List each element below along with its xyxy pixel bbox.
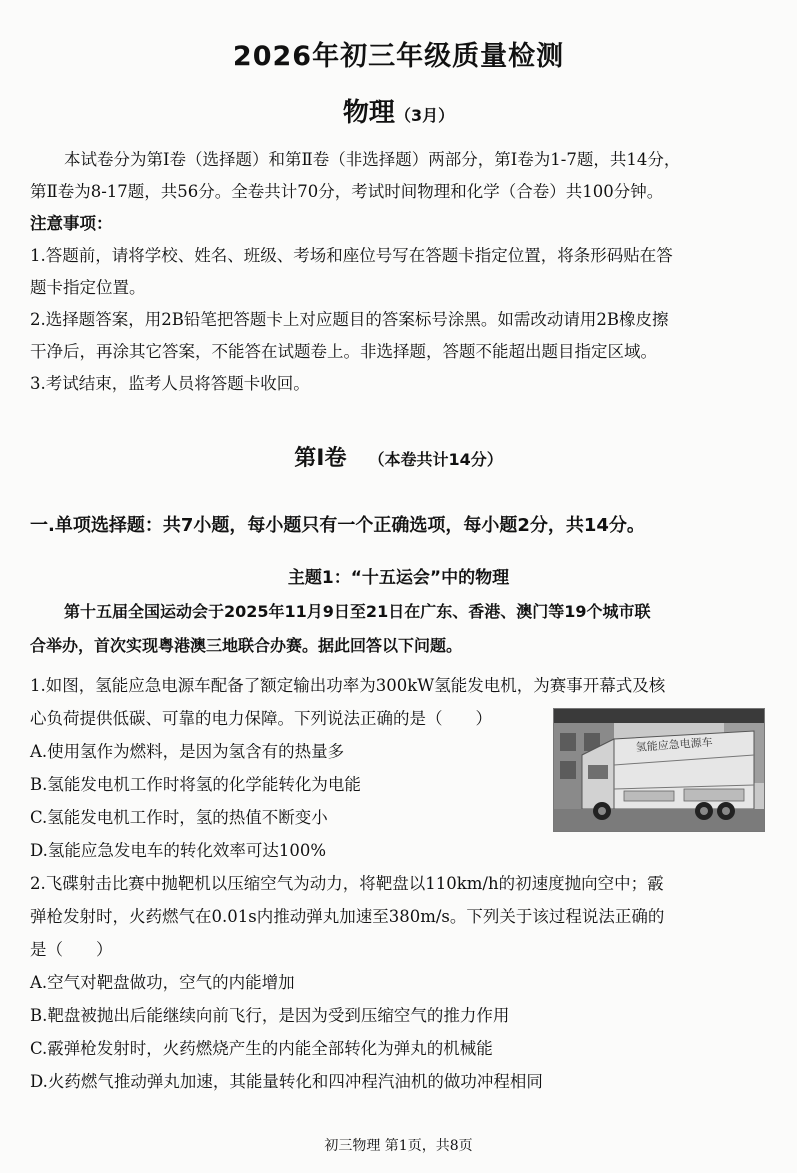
subject-name: 物理 [342,98,395,128]
page-footer: 初三物理 第1页，共8页 [324,1138,473,1154]
q2-option-d: D.火药燃气推动弹丸加速，其能量转化和四冲程汽油机的做功冲程相同 [30,1072,543,1091]
notes-item-1-line-2: 题卡指定位置。 [30,278,146,297]
notes-item-3: 3.考试结束，监考人员将答题卡收回。 [30,374,310,393]
part-1-heading: 一.单项选择题：共7小题，每小题只有一个正确选项，每小题2分，共14分。 [30,515,645,536]
notes-item-2-line-2: 干净后，再涂其它答案，不能答在试题卷上。非选择题，答题不能超出题目指定区域。 [30,342,657,361]
q2-option-b: B.靶盘被抛出后能继续向前飞行，是因为受到压缩空气的推力作用 [30,1006,510,1025]
truck-illustration [554,709,764,831]
topic-intro-line-2: 合举办，首次实现粤港澳三地联合办赛。据此回答以下问题。 [30,636,463,655]
q1-option-c: C.氢能发电机工作时，氢的热值不断变小 [30,808,328,827]
q1-option-d: D.氢能应急发电车的转化效率可达100% [30,841,327,860]
q1-stem-line-2: 心负荷提供低碳、可靠的电力保障。下列说法正确的是（ ） [30,709,492,728]
q1-option-a: A.使用氢作为燃料，是因为氢含有的热量多 [30,742,345,761]
topic-intro-line-1: 第十五届全国运动会于2025年11月9日至21日在广东、香港、澳门等19个城市联 [64,602,651,621]
q2-option-c: C.霰弹枪发射时，火药燃烧产生的内能全部转化为弹丸的机械能 [30,1039,493,1058]
topic-title: 主题1：“十五运会”中的物理 [287,568,510,588]
section-name: 第Ⅰ卷 [294,446,347,471]
notes-item-2-line-1: 2.选择题答案，用2B铅笔把答题卡上对应题目的答案标号涂黑。如需改动请用2B橡皮擦 [30,310,669,329]
intro-line-2: 第Ⅱ卷为8-17题，共56分。全卷共计70分，考试时间物理和化学（合卷）共100分钟。 [30,182,664,201]
exam-month: （3月） [394,106,455,125]
q2-option-a: A.空气对靶盘做功，空气的内能增加 [30,973,295,992]
q1-option-b: B.氢能发电机工作时将氢的化学能转化为电能 [30,775,361,794]
q2-stem-line-2: 弹枪发射时，火药燃气在0.01s内推动弹丸加速至380m/s。下列关于该过程说法正确的 [30,907,665,926]
q2-stem-line-1: 2.飞碟射击比赛中抛靶机以压缩空气为动力，将靶盘以110km/h的初速度抛向空中；霰 [30,874,664,893]
subject-heading [0,92,797,129]
notes-item-1-line-1: 1.答题前，请将学校、姓名、班级、考场和座位号写在答题卡指定位置，将条形码贴在答 [30,246,673,265]
notes-heading: 注意事项： [30,214,113,233]
hydrogen-power-truck-photo [553,708,765,832]
q2-stem-line-3: 是（ ） [30,940,113,959]
truck-side-label: 氢能应急电源车 [635,735,714,754]
q1-stem-line-1: 1.如图，氢能应急电源车配备了额定输出功率为300kW氢能发电机，为赛事开幕式及核 [30,676,666,695]
section-note: （本卷共计14分） [368,450,503,469]
exam-title: 2026年初三年级质量检测 [232,41,565,72]
intro-line-1: 本试卷分为第Ⅰ卷（选择题）和第Ⅱ卷（非选择题）两部分，第Ⅰ卷为1-7题，共14分， [64,150,681,169]
section-title [0,441,797,472]
